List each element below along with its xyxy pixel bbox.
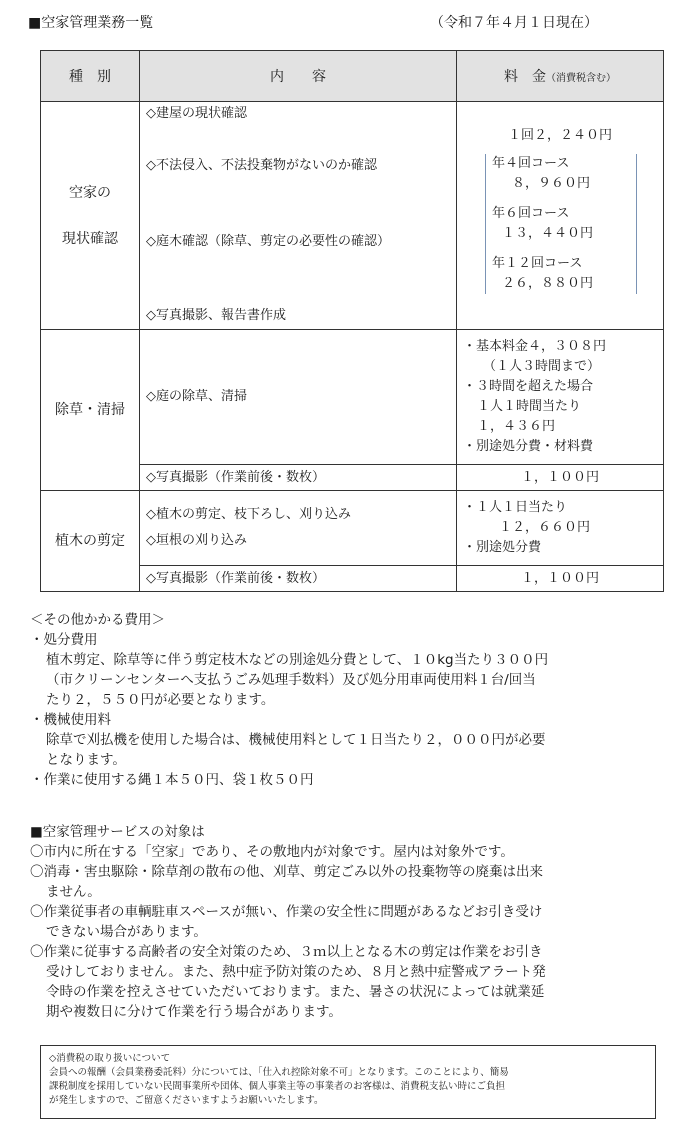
- price-line: １２，６６０円: [499, 520, 591, 535]
- content-cell: [140, 465, 457, 491]
- content-cell: [140, 102, 457, 330]
- price-line: ・基本料金４，３０８円: [463, 339, 607, 354]
- price-line: １３，４４０円: [502, 226, 594, 241]
- list-item: 期や複数日に分けて作業を行う場合があります。: [46, 1004, 342, 1020]
- course-bracket: [485, 154, 637, 294]
- service-fee-table: [40, 50, 664, 592]
- price-line: 年１２回コース: [492, 256, 583, 271]
- price-line: （１人３時間まで）: [483, 359, 601, 374]
- content-cell: [140, 566, 457, 592]
- list-item: ・処分費用: [30, 632, 98, 648]
- price-line: １，１００円: [520, 469, 599, 485]
- content-cell: [140, 491, 457, 566]
- content-cell: [140, 330, 457, 465]
- list-item: 令時の作業を控えさせていただいております。また、暑さの状況によっては就業延: [46, 984, 545, 1000]
- header-fee-note: （消費税含む）: [546, 73, 616, 84]
- page-title: ■空家管理業務一覧: [28, 15, 154, 31]
- table-row: [41, 491, 664, 566]
- list-item: ません。: [46, 884, 101, 900]
- content-line: ◇庭の除草、清掃: [146, 389, 247, 404]
- price-cell: [457, 465, 664, 491]
- header-fee: [457, 51, 664, 102]
- list-item: できない場合があります。: [46, 924, 207, 940]
- list-item: （市クリーンセンターへ支払うごみ処理手数料）及び処分用車両使用料１台/回当: [46, 672, 536, 688]
- list-item: 受けしておりません。また、熱中症予防対策のため、８月と熱中症警戒アラート発: [46, 964, 546, 980]
- price-line: ・別途処分費: [463, 540, 542, 555]
- price-cell: [457, 566, 664, 592]
- price-line: １，４３６円: [477, 419, 556, 434]
- table-header-row: [41, 51, 664, 102]
- header-content: 内 容: [140, 51, 457, 102]
- content-line: ◇不法侵入、不法投棄物がないのか確認: [146, 158, 377, 173]
- tax-note-box: [40, 1045, 656, 1119]
- price-cell: [457, 491, 664, 566]
- list-item: 除草で刈払機を使用した場合は、機械使用料として１日当たり２，０００円が必要: [46, 732, 546, 748]
- content-line: ◇垣根の刈り込み: [146, 533, 247, 548]
- content-line: ◇写真撮影（作業前後・数枚）: [146, 469, 325, 485]
- price-cell: [457, 330, 664, 465]
- content-line: ◇庭木確認（除草、剪定の必要性の確認）: [146, 234, 390, 249]
- type-cell: [41, 330, 140, 491]
- price-cell: [457, 102, 664, 330]
- list-item: 植木剪定、除草等に伴う剪定枝木などの別途処分費として、１０kg当たり３００円: [46, 652, 549, 668]
- price-line: ・１人１日当たり: [463, 500, 568, 515]
- service-scope-heading: ■空家管理サービスの対象は: [30, 824, 205, 840]
- price-line: １回２，２４０円: [507, 128, 612, 143]
- type-line: 除草・清掃: [55, 402, 125, 418]
- header-fee-label: 料 金: [504, 69, 546, 85]
- list-item: たり２，５５０円が必要となります。: [46, 692, 275, 708]
- content-line: ◇写真撮影（作業前後・数枚）: [146, 570, 325, 586]
- content-line: ◇写真撮影、報告書作成: [146, 308, 286, 323]
- service-scope-section: [30, 822, 546, 1022]
- type-line: 植木の剪定: [55, 533, 125, 549]
- tax-note-line: が発生しますので、ご留意くださいますようお願いいたします。: [49, 1095, 324, 1106]
- price-line: 年４回コース: [492, 156, 570, 171]
- type-cell: [41, 491, 140, 592]
- price-line: ・別途処分費・材料費: [463, 439, 594, 454]
- list-item: 〇作業に従事する高齢者の安全対策のため、３ｍ以上となる木の剪定は作業をお引き: [30, 944, 543, 960]
- tax-note-heading: ◇消費税の取り扱いについて: [49, 1053, 171, 1064]
- price-line: 年６回コース: [492, 206, 570, 221]
- other-costs-section: [30, 610, 548, 790]
- price-line: ・３時間を超えた場合: [463, 379, 594, 394]
- list-item: 〇作業従事者の車輌駐車スペースが無い、作業の安全性に問題があるなどお引き受け: [30, 904, 543, 920]
- list-item: ・機械使用料: [30, 712, 111, 728]
- content-line: ◇植木の剪定、枝下ろし、刈り込み: [146, 507, 351, 522]
- as-of-date: （令和７年４月１日現在）: [430, 15, 598, 31]
- type-line: 空家の: [69, 184, 111, 201]
- tax-note-line: 課税制度を採用していない民間事業所や団体、個人事業主等の事業者のお客様は、消費税支払い時にご負担: [49, 1081, 506, 1092]
- type-cell: [41, 102, 140, 330]
- other-costs-heading: ＜その他かかる費用＞: [30, 612, 165, 628]
- price-line: ８，９６０円: [512, 176, 591, 191]
- list-item: ・作業に使用する縄１本５０円、袋１枚５０円: [30, 772, 314, 788]
- type-line: 現状確認: [62, 230, 118, 247]
- content-line: ◇建屋の現状確認: [146, 106, 247, 121]
- header-type: 種 別: [41, 51, 140, 102]
- tax-note-line: 会員への報酬（会員業務委託料）分については、「仕入れ控除対象不可」となります。このことにより、簡易: [49, 1067, 509, 1078]
- table-row: [41, 330, 664, 465]
- price-line: １，１００円: [520, 570, 599, 586]
- price-line: ２６，８８０円: [502, 276, 594, 291]
- list-item: 〇市内に所在する「空家」であり、その敷地内が対象です。屋内は対象外です。: [30, 844, 514, 860]
- list-item: 〇消毒・害虫駆除・除草剤の散布の他、刈草、剪定ごみ以外の投棄物等の廃棄は出来: [30, 864, 543, 880]
- price-line: １人１時間当たり: [477, 399, 582, 414]
- table-row: [41, 102, 664, 330]
- list-item: となります。: [46, 752, 126, 768]
